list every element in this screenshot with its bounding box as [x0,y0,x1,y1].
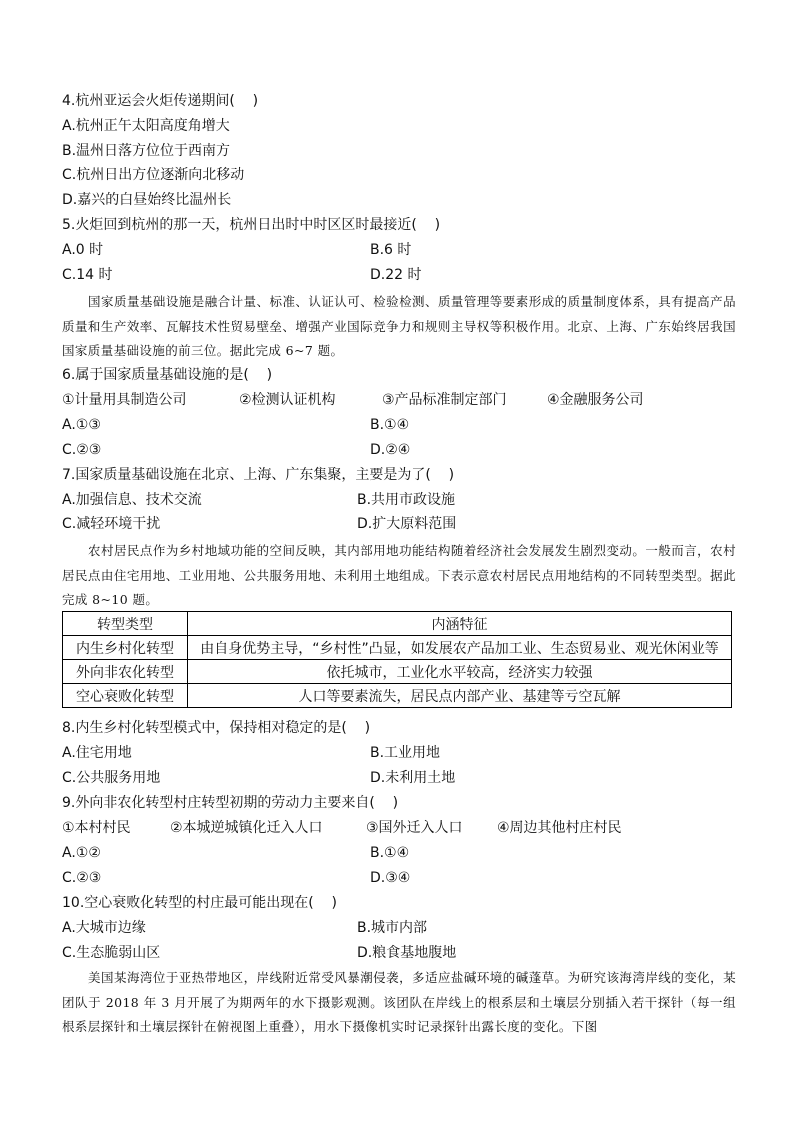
table-cell-type: 内生乡村化转型 [63,636,188,660]
q5-option-d: D.22 时 [370,267,422,283]
passage-1-text: 国家质量基础设施是融合计量、标准、认证认可、检验检测、质量管理等要素形成的质量制度体系，具有提高产品质量和生产效率、瓦解技术性贸易壁垒、增强产业国际竞争力和规则主导权等积极作用。北京、上海、广东始终居我国国家质量基础设施的前三位。据此完成 6~7 题。 [62,294,736,358]
q9-option-a: A.①② [62,845,101,861]
q8-option-c: C.公共服务用地 [62,770,161,786]
table-header-type: 转型类型 [63,612,188,636]
passage-bay-coastline [62,966,736,1040]
q7-option-b: B.共用市政设施 [357,492,456,508]
q7-stem: 7.国家质量基础设施在北京、上海、广东集聚，主要是为了( ) [62,467,455,483]
q7-option-a: A.加强信息、技术交流 [62,492,202,508]
q4-option-a: A.杭州正午太阳高度角增大 [62,118,230,134]
q10-stem: 10.空心衰败化转型的村庄最可能出现在( ) [62,895,337,911]
transition-type-table [62,611,732,708]
q10-option-d: D.粮食基地腹地 [357,945,457,961]
q8-option-b: B.工业用地 [370,745,441,761]
q9-stem: 9.外向非农化转型村庄转型初期的劳动力主要来自( ) [62,795,399,811]
q10-option-b: B.城市内部 [357,920,428,936]
q6-item-3: ③产品标准制定部门 [382,392,507,408]
q9-item-1: ①本村村民 [62,820,131,836]
passage-rural-settlement [62,539,736,613]
q6-item-2: ②检测认证机构 [239,392,336,408]
table-header-row [63,612,732,636]
q6-item-4: ④金融服务公司 [547,392,644,408]
q9-option-b: B.①④ [370,845,410,861]
table-cell-desc: 人口等要素流失，居民点内部产业、基建等亏空瓦解 [188,684,732,708]
q9-item-3: ③国外迁入人口 [366,820,463,836]
q10-option-c: C.生态脆弱山区 [62,945,161,961]
q5-option-c: C.14 时 [62,267,113,283]
q7-option-c: C.减轻环境干扰 [62,516,161,532]
q5-option-a: A.0 时 [62,242,104,258]
q9-option-c: C.②③ [62,870,102,886]
table-row [63,660,732,684]
table-cell-type: 外向非农化转型 [63,660,188,684]
q4-option-c: C.杭州日出方位逐渐向北移动 [62,167,245,183]
table-header-feature: 内涵特征 [188,612,732,636]
q5-stem: 5.火炬回到杭州的那一天，杭州日出时中时区区时最接近( ) [62,217,441,233]
q10-option-a: A.大城市边缘 [62,920,146,936]
passage-3-text: 美国某海湾位于亚热带地区，岸线附近常受风暴潮侵袭，多适应盐碱环境的碱蓬草。为研究该海湾岸线的变化，某团队于 2018 年 3 月开展了为期两年的水下摄影观测。该团队在岸线上的根系层和土壤层分别插入若干探针（每一组根系层探针和土壤层探针在俯视图上重叠），用水下摄像机实时记录探针出露长度的变化。下图 [62,970,736,1034]
table-row [63,636,732,660]
q6-item-1: ①计量用具制造公司 [62,392,187,408]
q6-option-a: A.①③ [62,417,101,433]
q6-option-b: B.①④ [370,417,410,433]
q4-option-d: D.嘉兴的白昼始终比温州长 [62,192,232,208]
q8-stem: 8.内生乡村化转型模式中，保持相对稳定的是( ) [62,720,371,736]
q9-item-2: ②本城逆城镇化迁入人口 [170,820,323,836]
q9-option-d: D.③④ [370,870,411,886]
q7-option-d: D.扩大原料范围 [357,516,457,532]
q8-option-d: D.未利用土地 [370,770,456,786]
q4-stem: 4.杭州亚运会火炬传递期间( ) [62,93,259,109]
q4-option-b: B.温州日落方位位于西南方 [62,143,231,159]
q5-option-b: B.6 时 [370,242,412,258]
q6-option-c: C.②③ [62,442,102,458]
q9-item-4: ④周边其他村庄村民 [497,820,622,836]
passage-quality-infrastructure [62,290,736,364]
table-row [63,684,732,708]
table-cell-desc: 依托城市，工业化水平较高，经济实力较强 [188,660,732,684]
q8-option-a: A.住宅用地 [62,745,132,761]
q6-stem: 6.属于国家质量基础设施的是( ) [62,367,273,383]
table-cell-type: 空心衰败化转型 [63,684,188,708]
passage-2-text: 农村居民点作为乡村地域功能的空间反映，其内部用地功能结构随着经济社会发展发生剧烈变动。一般而言，农村居民点由住宅用地、工业用地、公共服务用地、未利用土地组成。下表示意农村居民点用地结构的不同转型类型。据此完成 8~10 题。 [62,543,736,607]
q6-option-d: D.②④ [370,442,411,458]
table-cell-desc: 由自身优势主导，“乡村性”凸显，如发展农产品加工业、生态贸易业、观光休闲业等 [188,636,732,660]
